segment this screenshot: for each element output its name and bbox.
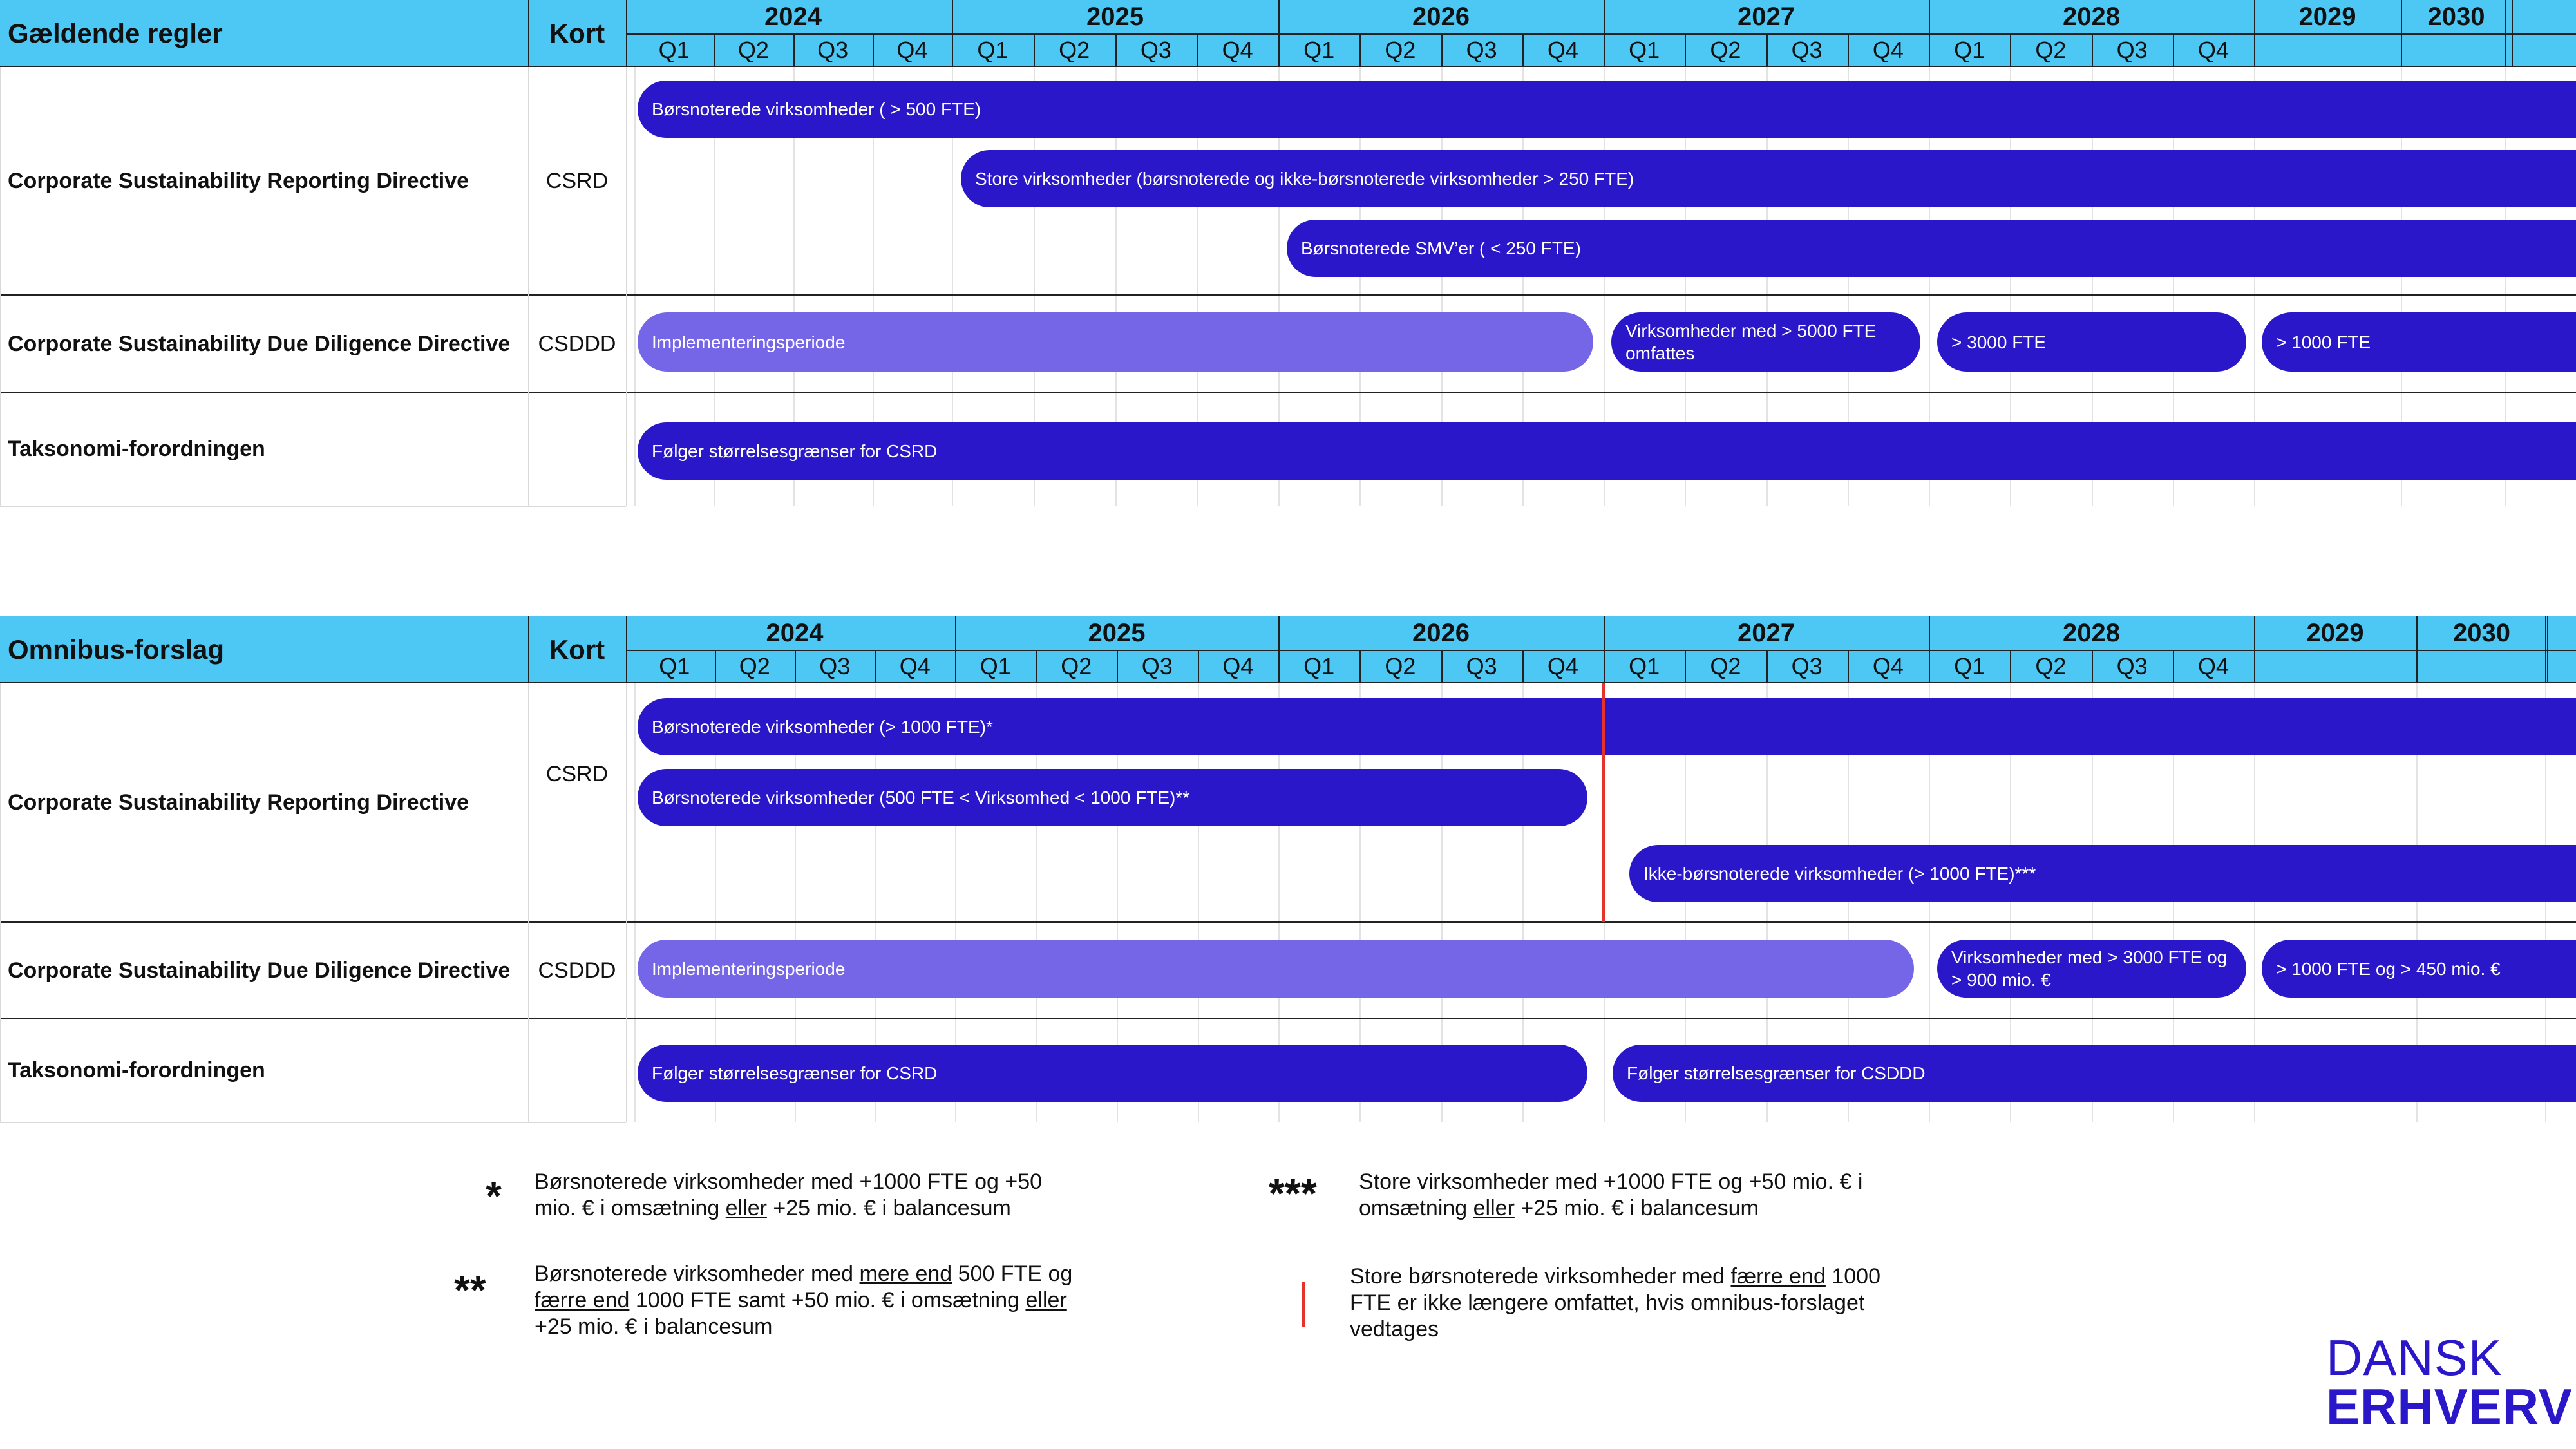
current-quarter-2027-Q3: Q3 [1791, 37, 1823, 63]
footnote-red-text: Store børsnoterede virksomheder med færre end 1000 FTE er ikke længere omfattet, hvis omnibus-forslaget vedtages [1350, 1264, 1880, 1341]
logo-line-2: ERHVERV [2326, 1378, 2573, 1435]
omnibus-row-2-bar-1: Følger størrelsesgrænser for CSDDD [1613, 1045, 2576, 1102]
red-marker-legend [1302, 1282, 1305, 1327]
omnibus-grid-line [634, 683, 636, 1122]
current-year-2029: 2029 [2298, 2, 2356, 31]
current-quarter-2025-Q2: Q2 [1059, 37, 1090, 63]
omnibus-row-kort-1: CSDDD [538, 958, 616, 983]
current-quarter-line [1034, 33, 1035, 67]
current-year-2028: 2028 [2063, 2, 2120, 31]
omnibus-chart-divider [626, 616, 627, 683]
current-quarter-line [1848, 33, 1849, 67]
omnibus-quarter-line [2010, 650, 2011, 683]
omnibus-row-label-0: Corporate Sustainability Reporting Directive [8, 790, 469, 815]
omnibus-row-label-2: Taksonomi-forordningen [8, 1057, 265, 1083]
current-year-line [1278, 0, 1280, 67]
omnibus-row-kort-2 [528, 1019, 626, 1122]
omnibus-quarter-2024-Q2: Q2 [739, 653, 770, 679]
current-left-line [0, 67, 1, 506]
current-row-label-0: Corporate Sustainability Reporting Directive [8, 168, 469, 193]
omnibus-quarter-line [1359, 650, 1361, 683]
current-year-2027: 2027 [1738, 2, 1795, 31]
current-year-line [2254, 0, 2255, 67]
omnibus-year-line [1929, 616, 1930, 683]
current-quarter-line [1197, 33, 1198, 67]
current-quarter-line [2092, 33, 2093, 67]
omnibus-row-0-bar-1: Børsnoterede virksomheder (500 FTE < Virksomhed < 1000 FTE)** [638, 769, 1587, 826]
omnibus-quarter-2024-Q4: Q4 [899, 653, 931, 679]
current-quarter-2026-Q2: Q2 [1385, 37, 1416, 63]
omnibus-title: Omnibus-forslag [8, 634, 225, 665]
omnibus-quarter-2026-Q4: Q4 [1547, 653, 1578, 679]
current-quarter-2027-Q2: Q2 [1710, 37, 1741, 63]
omnibus-quarter-line [1766, 650, 1768, 683]
current-quarter-2024-Q4: Q4 [896, 37, 928, 63]
omnibus-quarter-2028-Q1: Q1 [1954, 653, 1985, 679]
omnibus-quarter-line [1441, 650, 1443, 683]
current-quarter-2024-Q3: Q3 [817, 37, 849, 63]
omnibus-year-line [1278, 616, 1280, 683]
current-quarter-2025-Q4: Q4 [1222, 37, 1253, 63]
omnibus-year-2024: 2024 [766, 618, 824, 647]
omnibus-quarter-2024-Q1: Q1 [659, 653, 690, 679]
current-quarter-line [2173, 33, 2174, 67]
omnibus-quarter-line [1522, 650, 1524, 683]
current-quarter-2028-Q3: Q3 [2116, 37, 2148, 63]
omnibus-quarter-2025-Q2: Q2 [1061, 653, 1092, 679]
current-year-line [2512, 0, 2513, 67]
omnibus-quarter-2026-Q2: Q2 [1385, 653, 1416, 679]
current-chart-divider [626, 0, 627, 67]
omnibus-quarter-line [1685, 650, 1686, 683]
omnibus-quarter-2027-Q4: Q4 [1872, 653, 1904, 679]
current-quarter-line [1766, 33, 1768, 67]
omnibus-quarter-2027-Q3: Q3 [1791, 653, 1823, 679]
current-quarter-line [714, 33, 715, 67]
current-quarter-line [1685, 33, 1686, 67]
current-quarter-2026-Q4: Q4 [1547, 37, 1578, 63]
current-year-line [1604, 0, 1605, 67]
omnibus-quarter-2027-Q1: Q1 [1629, 653, 1660, 679]
current-year-2024: 2024 [764, 2, 822, 31]
omnibus-row-1-bar-1: Virksomheder med > 3000 FTE og > 900 mio. € [1937, 940, 2246, 998]
current-quarter-2025-Q3: Q3 [1140, 37, 1171, 63]
omnibus-quarter-line [1036, 650, 1037, 683]
omnibus-quarter-line [2092, 650, 2093, 683]
footnote-one-mark: * [486, 1173, 502, 1219]
omnibus-extra-line [2545, 616, 2546, 683]
omnibus-year-line [2254, 616, 2255, 683]
omnibus-quarter-2028-Q2: Q2 [2035, 653, 2067, 679]
logo-line-1: DANSK [2326, 1329, 2503, 1386]
current-year-line [1929, 0, 1930, 67]
current-bottom-line [0, 506, 626, 507]
current-quarter-2026-Q3: Q3 [1466, 37, 1497, 63]
current-year-line [952, 0, 953, 67]
current-row-1-bar-1: Virksomheder med > 5000 FTE omfattes [1611, 312, 1920, 372]
omnibus-year-2028: 2028 [2063, 618, 2120, 647]
omnibus-quarter-line [1848, 650, 1849, 683]
omnibus-year-2025: 2025 [1088, 618, 1146, 647]
omnibus-kort-header: Kort [549, 634, 605, 665]
current-quarter-line [1522, 33, 1524, 67]
omnibus-quarter-2028-Q3: Q3 [2116, 653, 2148, 679]
footnote-two-text: Børsnoterede virksomheder med mere end 500 FTE og færre end 1000 FTE samt +50 mio. € i omsætning eller +25 mio. € i balancesum [535, 1262, 1073, 1339]
current-quarter-2028-Q2: Q2 [2035, 37, 2067, 63]
omnibus-year-2030: 2030 [2453, 618, 2510, 647]
current-year-2030: 2030 [2427, 2, 2485, 31]
current-grid-line [634, 67, 636, 506]
footnote-three-mark: *** [1269, 1170, 1317, 1217]
omnibus-year-2027: 2027 [1738, 618, 1795, 647]
omnibus-row-0-bar-2: Ikke-børsnoterede virksomheder (> 1000 FTE)*** [1629, 845, 2576, 902]
current-quarter-line [1359, 33, 1361, 67]
omnibus-quarter-2026-Q1: Q1 [1303, 653, 1335, 679]
current-row-0-bar-0: Børsnoterede virksomheder ( > 500 FTE) [638, 80, 2576, 138]
current-kort-divider [528, 0, 529, 67]
current-row-0-bar-2: Børsnoterede SMV’er ( < 250 FTE) [1287, 220, 2576, 277]
current-quarter-line [1441, 33, 1443, 67]
omnibus-quarter-line [2173, 650, 2174, 683]
omnibus-row-2-bar-0: Følger størrelsesgrænser for CSRD [638, 1045, 1587, 1102]
current-row-1-bar-3: > 1000 FTE [2262, 312, 2576, 372]
omnibus-quarter-2025-Q4: Q4 [1222, 653, 1254, 679]
current-title: Gældende regler [8, 18, 223, 48]
omnibus-year-line [2416, 616, 2418, 683]
current-year-2025: 2025 [1086, 2, 1144, 31]
omnibus-quarter-line [1117, 650, 1118, 683]
current-kort-header: Kort [549, 18, 605, 48]
omnibus-row-0-bar-0: Børsnoterede virksomheder (> 1000 FTE)* [638, 698, 2576, 755]
current-quarter-2028-Q1: Q1 [1954, 37, 1985, 63]
current-col-line [528, 67, 529, 506]
omnibus-left-line [0, 683, 1, 1122]
omnibus-quarter-line [715, 650, 716, 683]
omnibus-year-2026: 2026 [1412, 618, 1470, 647]
omnibus-red-marker [1602, 683, 1605, 922]
current-col-line [626, 67, 627, 506]
current-row-kort-0: CSRD [545, 168, 609, 193]
footnote-one-text: Børsnoterede virksomheder med +1000 FTE og +50 mio. € i omsætning eller +25 mio. € i balancesum [535, 1170, 1043, 1220]
omnibus-row-1-bar-0: Implementeringsperiode [638, 940, 1914, 998]
omnibus-quarter-line [795, 650, 796, 683]
current-row-1-bar-0: Implementeringsperiode [638, 312, 1593, 372]
current-extra-line [2505, 0, 2506, 67]
omnibus-bottom-line [0, 1122, 626, 1123]
current-quarter-2028-Q4: Q4 [2197, 37, 2229, 63]
omnibus-row-label-1: Corporate Sustainability Due Diligence Directive [8, 958, 511, 983]
omnibus-row-kort-0: CSRD [545, 762, 609, 786]
omnibus-quarter-2024-Q3: Q3 [819, 653, 851, 679]
current-row-2-bar-0: Følger størrelsesgrænser for CSRD [638, 422, 2576, 480]
omnibus-quarter-2027-Q2: Q2 [1710, 653, 1741, 679]
current-quarter-line [873, 33, 874, 67]
current-row-kort-1: CSDDD [538, 331, 616, 356]
omnibus-year-line [955, 616, 956, 683]
current-row-0-bar-1: Store virksomheder (børsnoterede og ikke-børsnoterede virksomheder > 250 FTE) [961, 150, 2576, 207]
omnibus-col-line [626, 683, 627, 1122]
current-row-kort-2 [528, 393, 626, 506]
omnibus-quarter-line [875, 650, 876, 683]
current-quarter-line [1115, 33, 1117, 67]
current-quarter-2024-Q1: Q1 [658, 37, 690, 63]
current-quarter-line [793, 33, 795, 67]
current-row-label-1: Corporate Sustainability Due Diligence Directive [8, 331, 511, 356]
omnibus-quarter-2025-Q3: Q3 [1141, 653, 1173, 679]
dansk-erhverv-logo [2326, 1329, 2573, 1435]
omnibus-year-line [2547, 616, 2548, 683]
omnibus-col-line [528, 683, 529, 1122]
current-quarter-2027-Q4: Q4 [1872, 37, 1904, 63]
omnibus-quarter-2025-Q1: Q1 [980, 653, 1011, 679]
omnibus-quarter-2028-Q4: Q4 [2197, 653, 2229, 679]
omnibus-quarter-line [1198, 650, 1199, 683]
current-quarter-line [2010, 33, 2011, 67]
footnote-three-text: Store virksomheder med +1000 FTE og +50 mio. € i omsætning eller +25 mio. € i balancesum [1359, 1170, 1863, 1220]
current-year-divider [626, 33, 2576, 35]
current-quarter-2025-Q1: Q1 [977, 37, 1009, 63]
current-row-1-bar-2: > 3000 FTE [1937, 312, 2246, 372]
omnibus-year-divider [626, 650, 2576, 651]
omnibus-year-line [1604, 616, 1605, 683]
current-quarter-2026-Q1: Q1 [1303, 37, 1335, 63]
footnote-two-mark: ** [454, 1267, 486, 1313]
current-row-label-2: Taksonomi-forordningen [8, 437, 265, 461]
omnibus-year-2029: 2029 [2306, 618, 2364, 647]
current-year-2026: 2026 [1412, 2, 1470, 31]
omnibus-row-1-bar-2: > 1000 FTE og > 450 mio. € [2262, 940, 2576, 998]
current-quarter-2027-Q1: Q1 [1629, 37, 1660, 63]
omnibus-quarter-2026-Q3: Q3 [1466, 653, 1497, 679]
current-quarter-2024-Q2: Q2 [737, 37, 769, 63]
current-year-line [2401, 0, 2402, 67]
